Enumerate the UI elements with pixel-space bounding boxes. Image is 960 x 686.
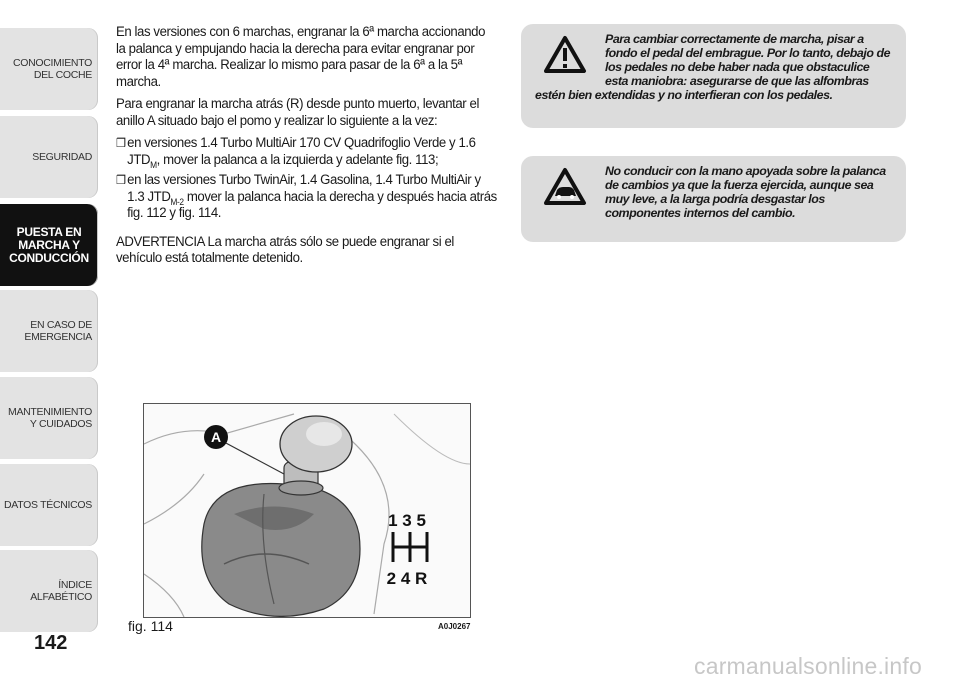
paragraph: Para engranar la marcha atrás (R) desde punto muerto, levantar el anillo A situado bajo el pomo y realizar lo siguiente a la vez:	[116, 96, 479, 129]
tab-datos-tecnicos[interactable]: DATOS TÉCNICOS	[0, 464, 98, 546]
body-text	[116, 24, 497, 273]
warning-triangle-icon	[535, 32, 595, 78]
figure-caption: fig. 114	[128, 618, 173, 634]
checkbox-bullet-icon: ❒	[116, 136, 126, 150]
tab-indice[interactable]: ÍNDICE ALFABÉTICO	[0, 550, 98, 632]
warning-box: No conducir con la mano apoyada sobre la palanca de cambios ya que la fuerza ejercida, aunque sea muy leve, a la larga podría desgastar los componentes internos del cambio.	[521, 156, 906, 242]
tab-puesta-en-marcha[interactable]: PUESTA EN MARCHA Y CONDUCCIÓN	[0, 204, 98, 286]
list-item: ❒ en versiones 1.4 Turbo MultiAir 170 CV Quadrifoglio Verde y 1.6 $JTD_M$, mover la palanca a la izquierda y adelante fig. 113;	[116, 135, 476, 170]
page-number: 142	[34, 632, 68, 654]
figure-code: A0J0267	[438, 622, 471, 631]
gear-shift-illustration	[143, 403, 471, 618]
tab-mantenimiento[interactable]: MANTENIMIENTO Y CUIDADOS	[0, 377, 98, 459]
gear-pattern-icon	[393, 532, 427, 562]
gear-labels-bottom: 2 4 R	[386, 569, 428, 588]
checkbox-bullet-icon: ❒	[116, 173, 126, 187]
car-warning-icon	[535, 164, 595, 210]
tab-conocimiento[interactable]: CONOCIMIENTO DEL COCHE	[0, 28, 98, 110]
watermark: carmanualsonline.info	[694, 653, 922, 679]
callout-label: A	[210, 429, 222, 445]
tab-seguridad[interactable]: SEGURIDAD	[0, 116, 98, 198]
tab-emergencia[interactable]: EN CASO DE EMERGENCIA	[0, 290, 98, 372]
paragraph: En las versiones con 6 marchas, engranar la 6ª marcha accionando la palanca y empujando hacia la derecha para evitar engranar por error la 4ª marcha. Realizar lo mismo para pasar de la 6ª a la 5ª marcha.	[116, 24, 486, 90]
gear-labels-top: 1 3 5	[388, 511, 426, 530]
warning-box: Para cambiar correctamente de marcha, pisar a fondo el pedal del embrague. Por lo tanto, debajo de los pedales no debe haber nada que obstaculice esta maniobra: asegurarse de que las alfombras estén bien extendidas y no interfieran con los pedales.	[521, 24, 906, 128]
list-item: ❒ en las versiones Turbo TwinAir, 1.4 Gasolina, 1.4 Turbo MultiAir y 1.3 $JTD_{M-2}$ mover la palanca hacia la derecha y después hacia atrás fig. 112 y fig. 114.	[116, 172, 497, 221]
paragraph: ADVERTENCIA La marcha atrás sólo se puede engranar si el vehículo está totalmente detenido.	[116, 233, 454, 266]
